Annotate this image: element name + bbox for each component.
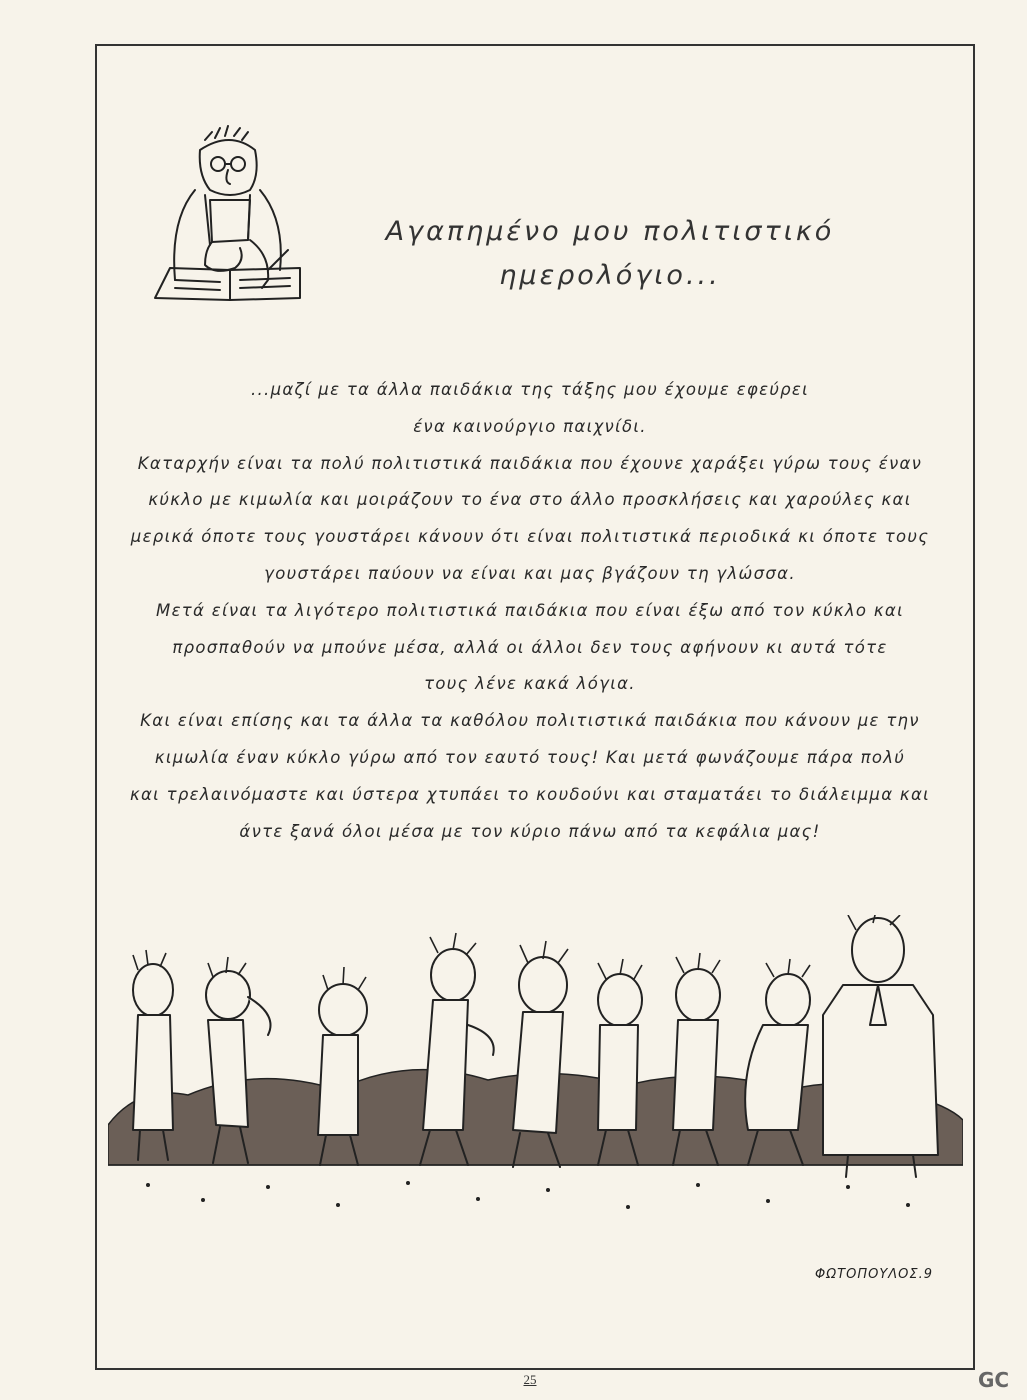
text-line: κύκλο με κιμωλία και μοιράζουν το ένα στο άλλο προσκλήσεις και χαρούλες και: [148, 490, 912, 510]
page-number: 25: [523, 1372, 537, 1387]
page-title: [330, 210, 890, 298]
diary-text: [120, 372, 940, 850]
text-line: Καταρχήν είναι τα πολύ πολιτιστικά παιδάκια που έχουνε χαράξει γύρω τους έναν: [137, 453, 923, 473]
text-line: ...μαζί με τα άλλα παιδάκια της τάξης μου έχουμε εφεύρει: [250, 380, 810, 399]
text-line: και τρελαινόμαστε και ύστερα χτυπάει το κουδούνι και σταματάει το διάλειμμα και: [129, 784, 931, 804]
teacher-writing-icon: [150, 120, 310, 310]
text-line: μερικά όποτε τους γουστάρει κάνουν ότι είναι πολιτιστικά περιοδικά κι όποτε τους: [130, 527, 930, 547]
text-line: άντε ξανά όλοι μέσα με τον κύριο πάνω από τα κεφάλια μας!: [239, 821, 821, 841]
text-line: τους λένε κακά λόγια.: [424, 674, 636, 694]
text-line: προσπαθούν να μπούνε μέσα, αλλά οι άλλοι δεν τους αφήνουν κι αυτά τότε: [172, 637, 888, 657]
text-line: ένα καινούργιο παιχνίδι.: [413, 416, 647, 436]
artist-signature: ΦΩΤΟΠΟΥΛΟΣ.9: [815, 1267, 934, 1282]
text-line: Και είναι επίσης και τα άλλα τα καθόλου πολιτιστικά παιδάκια που κάνουν με την: [140, 711, 920, 731]
text-line: Μετά είναι τα λιγότερο πολιτιστικά παιδάκια που είναι έξω από τον κύκλο και: [156, 600, 904, 620]
text-line: κιμωλία έναν κύκλο γύρω από τον εαυτό τους! Και μετά φωνάζουμε πάρα πολύ: [154, 747, 906, 767]
text-line: γουστάρει παύουν να είναι και μας βγάζουν τη γλώσσα.: [264, 563, 796, 583]
title-line: Αγαπημένο μου πολιτιστικό: [385, 216, 835, 247]
children-procession-icon: [108, 915, 963, 1235]
watermark: GC: [978, 1368, 1010, 1392]
title-line: ημερολόγιο...: [499, 260, 721, 291]
